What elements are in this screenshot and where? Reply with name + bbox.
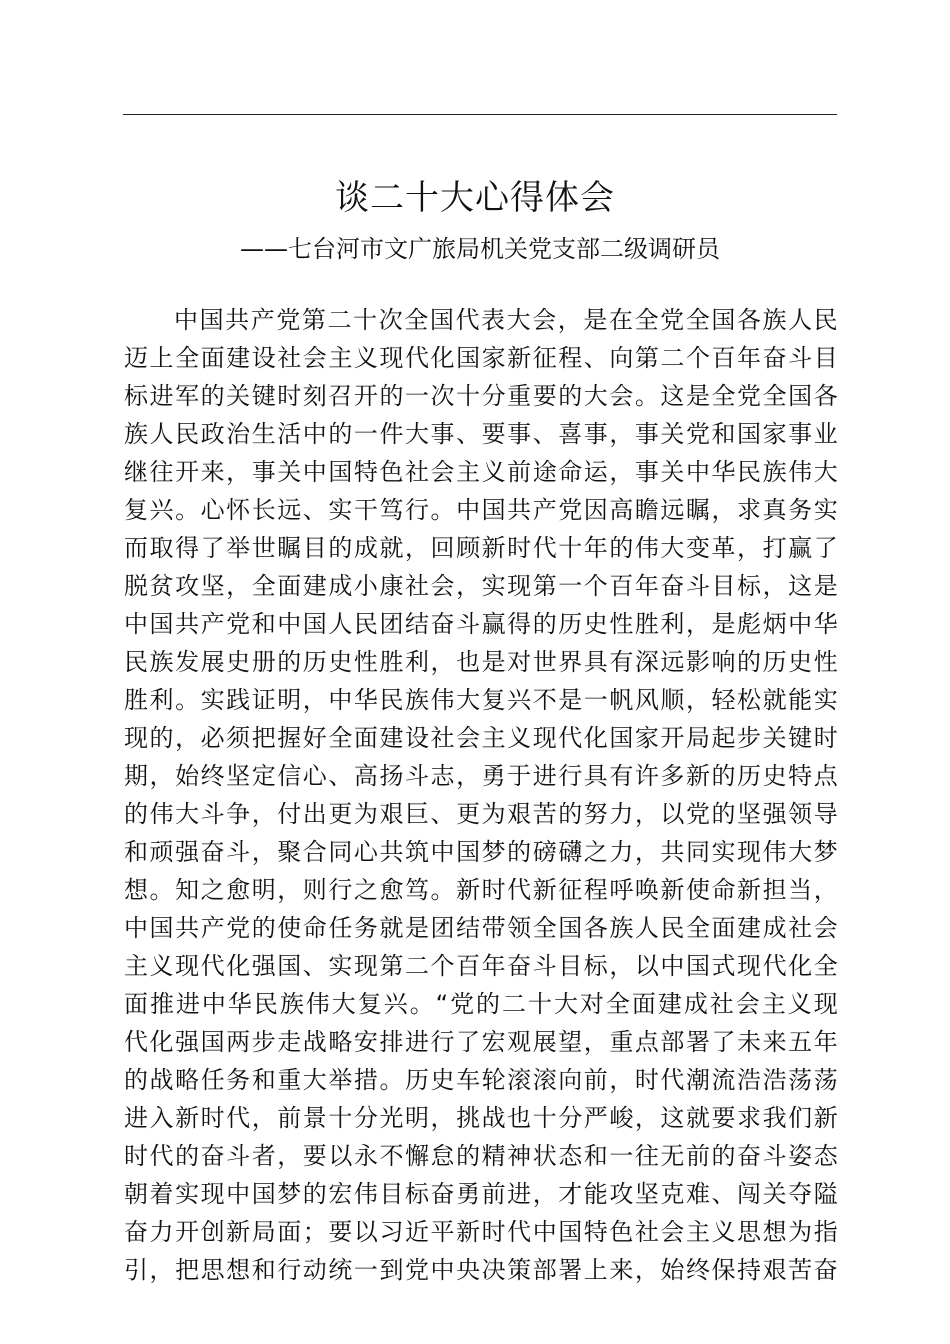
body-line: 中国共产党第二十次全国代表大会，是在全党全国各族人民 <box>174 306 838 334</box>
body-line: 奋力开创新局面；要以习近平新时代中国特色社会主义思想为指 <box>124 1218 838 1246</box>
body-line: 期，始终坚定信心、高扬斗志，勇于进行具有许多新的历史特点 <box>124 762 838 790</box>
body-line: 代化强国两步走战略安排进行了宏观展望，重点部署了未来五年 <box>124 1028 838 1056</box>
body-line: 想。知之愈明，则行之愈笃。新时代新征程呼唤新使命新担当， <box>124 876 838 904</box>
body-line: 继往开来，事关中国特色社会主义前途命运，事关中华民族伟大 <box>124 458 838 486</box>
body-line: 时代的奋斗者，要以永不懈怠的精神状态和一往无前的奋斗姿态 <box>124 1142 838 1170</box>
document-body <box>124 301 838 1289</box>
body-line: 的战略任务和重大举措。历史车轮滚滚向前，时代潮流浩浩荡荡 <box>124 1066 838 1094</box>
body-line: 现的，必须把握好全面建设社会主义现代化国家开局起步关键时 <box>124 724 838 752</box>
body-line: 脱贫攻坚，全面建成小康社会，实现第一个百年奋斗目标，这是 <box>124 572 838 600</box>
body-line: 主义现代化强国、实现第二个百年奋斗目标，以中国式现代化全 <box>124 952 838 980</box>
body-line: 胜利。实践证明，中华民族伟大复兴不是一帆风顺，轻松就能实 <box>124 686 838 714</box>
body-line: 中国共产党和中国人民团结奋斗赢得的历史性胜利，是彪炳中华 <box>124 610 838 638</box>
body-line: 的伟大斗争，付出更为艰巨、更为艰苦的努力，以党的坚强领导 <box>124 800 838 828</box>
body-line: 朝着实现中国梦的宏伟目标奋勇前进，才能攻坚克难、闯关夺隘 <box>124 1180 838 1208</box>
body-line: 而取得了举世瞩目的成就，回顾新时代十年的伟大变革，打赢了 <box>124 534 838 562</box>
document-subtitle: ——七台河市文广旅局机关党支部二级调研员 <box>240 235 720 263</box>
body-line: 进入新时代，前景十分光明，挑战也十分严峻，这就要求我们新 <box>124 1104 838 1132</box>
body-line: 面推进中华民族伟大复兴。“党的二十大对全面建成社会主义现 <box>124 990 838 1018</box>
header-rule <box>123 114 837 115</box>
body-line: 标进军的关键时刻召开的一次十分重要的大会。这是全党全国各 <box>124 382 838 410</box>
body-line: 和顽强奋斗，聚合同心共筑中国梦的磅礴之力，共同实现伟大梦 <box>124 838 838 866</box>
body-line: 复兴。心怀长远、实干笃行。中国共产党因高瞻远瞩，求真务实 <box>124 496 838 524</box>
body-line: 民族发展史册的历史性胜利，也是对世界具有深远影响的历史性 <box>124 648 838 676</box>
body-line: 中国共产党的使命任务就是团结带领全国各族人民全面建成社会 <box>124 914 838 942</box>
body-line: 族人民政治生活中的一件大事、要事、喜事，事关党和国家事业 <box>124 420 838 448</box>
document-title: 谈二十大心得体会 <box>335 178 615 218</box>
body-line: 引，把思想和行动统一到党中央决策部署上来，始终保持艰苦奋 <box>124 1256 838 1284</box>
body-line: 迈上全面建设社会主义现代化国家新征程、向第二个百年奋斗目 <box>124 344 838 372</box>
